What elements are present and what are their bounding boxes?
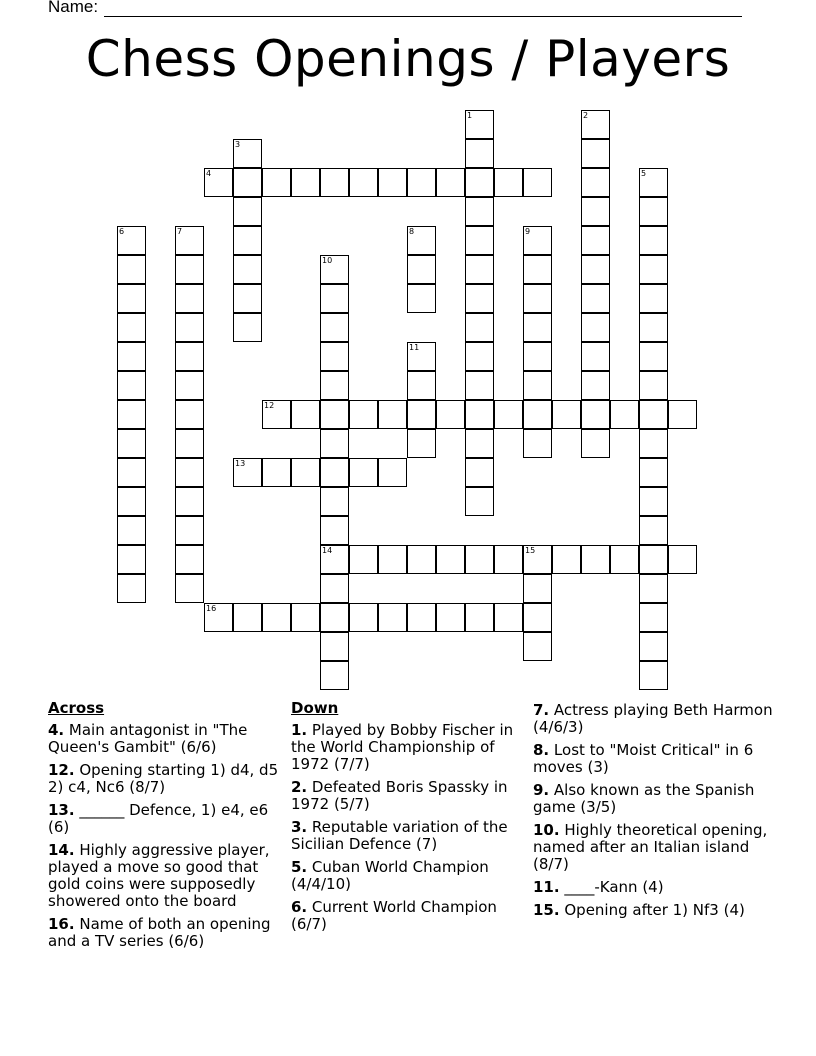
crossword-cell[interactable] [494,545,523,574]
crossword-cell[interactable] [581,110,610,139]
crossword-cell[interactable] [320,487,349,516]
crossword-cell[interactable] [262,603,291,632]
crossword-cell[interactable] [320,574,349,603]
crossword-cell[interactable] [378,400,407,429]
crossword-cell[interactable] [639,371,668,400]
crossword-cell[interactable] [494,400,523,429]
crossword-cell[interactable] [320,284,349,313]
crossword-cell[interactable] [610,545,639,574]
crossword-cell[interactable] [581,255,610,284]
crossword-cell[interactable] [291,168,320,197]
clue-number: 15 [525,546,536,555]
crossword-cell[interactable] [523,313,552,342]
crossword-cell[interactable] [320,371,349,400]
crossword-cell[interactable] [668,400,697,429]
crossword-cell[interactable] [465,110,494,139]
clue-number: 16 [206,604,217,613]
clue-down-10: 10. Highly theoretical opening, named after an Italian island (8/7) [533,821,768,873]
clue-number: 2 [583,111,589,120]
crossword-cell[interactable] [465,139,494,168]
crossword-cell[interactable] [349,545,378,574]
crossword-cell[interactable] [320,342,349,371]
clue-down-9: 9. Also known as the Spanish game (3/5) [533,781,755,816]
clue-down-15: 15. Opening after 1) Nf3 (4) [533,901,745,919]
clue-across-16: 16. Name of both an opening and a TV series (6/6) [48,915,271,950]
crossword-cell[interactable] [581,139,610,168]
crossword-cell[interactable] [175,255,204,284]
clue-across-13: 13. ______ Defence, 1) e4, e6 (6) [48,801,269,836]
clue-number: 4 [206,169,212,178]
crossword-cell[interactable] [552,400,581,429]
crossword-cell[interactable] [523,545,552,574]
crossword-cell[interactable] [320,661,349,690]
crossword-cell[interactable] [436,603,465,632]
crossword-cell[interactable] [175,284,204,313]
clue-number: 5 [641,169,647,178]
crossword-cell[interactable] [291,603,320,632]
crossword-cell[interactable] [117,574,146,603]
crossword-cell[interactable] [233,197,262,226]
crossword-cell[interactable] [175,574,204,603]
clue-across-12: 12. Opening starting 1) d4, d5 2) c4, Nc6 (8/7) [48,761,279,796]
crossword-cell[interactable] [639,226,668,255]
crossword-cell[interactable] [523,226,552,255]
clue-number: 10 [322,256,333,265]
crossword-cell[interactable] [523,342,552,371]
crossword-cell[interactable] [639,255,668,284]
crossword-cell[interactable] [175,313,204,342]
clue-number: 11 [409,343,420,352]
crossword-cell[interactable] [465,342,494,371]
crossword-cell[interactable] [407,284,436,313]
crossword-cell[interactable] [465,226,494,255]
crossword-cell[interactable] [233,603,262,632]
crossword-cell[interactable] [117,458,146,487]
crossword-cell[interactable] [407,342,436,371]
crossword-cell[interactable] [465,487,494,516]
crossword-cell[interactable] [581,545,610,574]
crossword-cell[interactable] [552,545,581,574]
crossword-cell[interactable] [175,545,204,574]
crossword-cell[interactable] [117,313,146,342]
crossword-cell[interactable] [117,255,146,284]
crossword-cell[interactable] [175,516,204,545]
crossword-cell[interactable] [581,226,610,255]
crossword-cell[interactable] [117,487,146,516]
crossword-cell[interactable] [117,545,146,574]
crossword-cell[interactable] [233,458,262,487]
crossword-cell[interactable] [320,458,349,487]
crossword-cell[interactable] [639,429,668,458]
clue-down-7: 7. Actress playing Beth Harmon (4/6/3) [533,701,773,736]
crossword-cell[interactable] [117,400,146,429]
name-field[interactable] [48,0,742,17]
crossword-cell[interactable] [639,661,668,690]
crossword-cell[interactable] [320,516,349,545]
clue-down-5: 5. Cuban World Champion (4/4/10) [291,858,489,893]
crossword-cell[interactable] [175,342,204,371]
crossword-cell[interactable] [581,197,610,226]
crossword-cell[interactable] [320,429,349,458]
crossword-cell[interactable] [233,168,262,197]
crossword-cell[interactable] [465,545,494,574]
crossword-cell[interactable] [204,168,233,197]
crossword-cell[interactable] [639,400,668,429]
crossword-cell[interactable] [320,255,349,284]
crossword-cell[interactable] [175,400,204,429]
crossword-cell[interactable] [204,603,233,632]
crossword-cell[interactable] [523,284,552,313]
clue-across-14: 14. Highly aggressive player, played a move so good that gold coins were supposedly showered onto the board [48,841,270,910]
crossword-cell[interactable] [233,284,262,313]
clue-down-8: 8. Lost to "Moist Critical" in 6 moves (3) [533,741,754,776]
crossword-cell[interactable] [233,313,262,342]
across-heading: Across [48,699,105,717]
crossword-cell[interactable] [320,313,349,342]
crossword-cell[interactable] [639,516,668,545]
crossword-cell[interactable] [320,545,349,574]
crossword-cell[interactable] [378,545,407,574]
crossword-cell[interactable] [407,400,436,429]
crossword-cell[interactable] [639,545,668,574]
crossword-cell[interactable] [639,458,668,487]
crossword-cell[interactable] [175,458,204,487]
crossword-cell[interactable] [465,255,494,284]
crossword-cell[interactable] [465,313,494,342]
crossword-cell[interactable] [117,284,146,313]
clue-number: 14 [322,546,333,555]
crossword-cell[interactable] [349,400,378,429]
clue-number: 3 [235,140,241,149]
crossword-cell[interactable] [407,545,436,574]
crossword-cell[interactable] [320,632,349,661]
clue-number: 1 [467,111,473,120]
crossword-cell[interactable] [291,400,320,429]
crossword-cell[interactable] [639,284,668,313]
crossword-cell[interactable] [523,255,552,284]
crossword-cell[interactable] [581,400,610,429]
down-heading: Down [291,699,339,717]
crossword-cell[interactable] [117,429,146,458]
down-clues-continued [533,702,773,925]
crossword-cell[interactable] [494,168,523,197]
down-clues [291,700,525,939]
crossword-cell[interactable] [523,603,552,632]
crossword-cell[interactable] [407,168,436,197]
crossword-cell[interactable] [465,400,494,429]
crossword-cell[interactable] [291,458,320,487]
crossword-cell[interactable] [523,371,552,400]
crossword-cell[interactable] [378,458,407,487]
crossword-cell[interactable] [465,371,494,400]
crossword-cell[interactable] [378,603,407,632]
crossword-cell[interactable] [436,168,465,197]
crossword-cell[interactable] [436,545,465,574]
crossword-cell[interactable] [465,197,494,226]
crossword-cell[interactable] [610,400,639,429]
crossword-cell[interactable] [233,255,262,284]
clue-down-11: 11. ____-Kann (4) [533,878,664,896]
crossword-cell[interactable] [349,603,378,632]
crossword-cell[interactable] [639,342,668,371]
crossword-cell[interactable] [581,429,610,458]
crossword-cell[interactable] [581,342,610,371]
crossword-cell[interactable] [668,545,697,574]
crossword-cell[interactable] [639,603,668,632]
clue-down-3: 3. Reputable variation of the Sicilian Defence (7) [291,818,508,853]
crossword-cell[interactable] [175,226,204,255]
name-blank-line[interactable] [104,0,742,17]
crossword-cell[interactable] [320,603,349,632]
crossword-cell[interactable] [320,168,349,197]
crossword-cell[interactable] [175,487,204,516]
crossword-cell[interactable] [320,400,349,429]
crossword-cell[interactable] [175,429,204,458]
crossword-cell[interactable] [436,400,465,429]
name-label: Name: [48,0,99,16]
crossword-cell[interactable] [523,168,552,197]
crossword-cell[interactable] [639,574,668,603]
crossword-cell[interactable] [465,603,494,632]
clue-down-2: 2. Defeated Boris Spassky in 1972 (5/7) [291,778,508,813]
crossword-cell[interactable] [494,603,523,632]
clue-across-4: 4. Main antagonist in "The Queen's Gambit" (6/6) [48,721,248,756]
crossword-cell[interactable] [523,574,552,603]
clue-number: 6 [119,227,125,236]
clue-number: 13 [235,459,246,468]
clue-number: 7 [177,227,183,236]
crossword-cell[interactable] [349,458,378,487]
crossword-cell[interactable] [407,603,436,632]
crossword-cell[interactable] [117,516,146,545]
across-clues [48,700,280,956]
crossword-cell[interactable] [262,458,291,487]
crossword-cell[interactable] [262,400,291,429]
crossword-cell[interactable] [407,371,436,400]
crossword-cell[interactable] [581,168,610,197]
crossword-cell[interactable] [581,313,610,342]
crossword-cell[interactable] [349,168,378,197]
crossword-cell[interactable] [639,487,668,516]
clue-number: 9 [525,227,531,236]
crossword-cell[interactable] [581,284,610,313]
crossword-cell[interactable] [639,313,668,342]
crossword-cell[interactable] [639,197,668,226]
crossword-cell[interactable] [233,139,262,168]
clue-down-1: 1. Played by Bobby Fischer in the World Championship of 1972 (7/7) [291,721,514,773]
crossword-cell[interactable] [465,458,494,487]
crossword-cell[interactable] [407,255,436,284]
crossword-cell[interactable] [523,632,552,661]
crossword-cell[interactable] [581,371,610,400]
crossword-cell[interactable] [407,429,436,458]
crossword-cell[interactable] [465,284,494,313]
crossword-cell[interactable] [465,429,494,458]
crossword-cell[interactable] [233,226,262,255]
page-title: Chess Openings / Players [85,30,731,88]
crossword-cell[interactable] [523,429,552,458]
crossword-cell[interactable] [407,226,436,255]
crossword-cell[interactable] [175,371,204,400]
clue-number: 12 [264,401,275,410]
crossword-cell[interactable] [465,168,494,197]
crossword-cell[interactable] [117,226,146,255]
crossword-cell[interactable] [117,371,146,400]
crossword-cell[interactable] [262,168,291,197]
crossword-cell[interactable] [639,632,668,661]
crossword-cell[interactable] [378,168,407,197]
crossword-cell[interactable] [639,168,668,197]
clue-down-6: 6. Current World Champion (6/7) [291,898,497,933]
crossword-cell[interactable] [117,342,146,371]
crossword-cell[interactable] [523,400,552,429]
clue-number: 8 [409,227,415,236]
